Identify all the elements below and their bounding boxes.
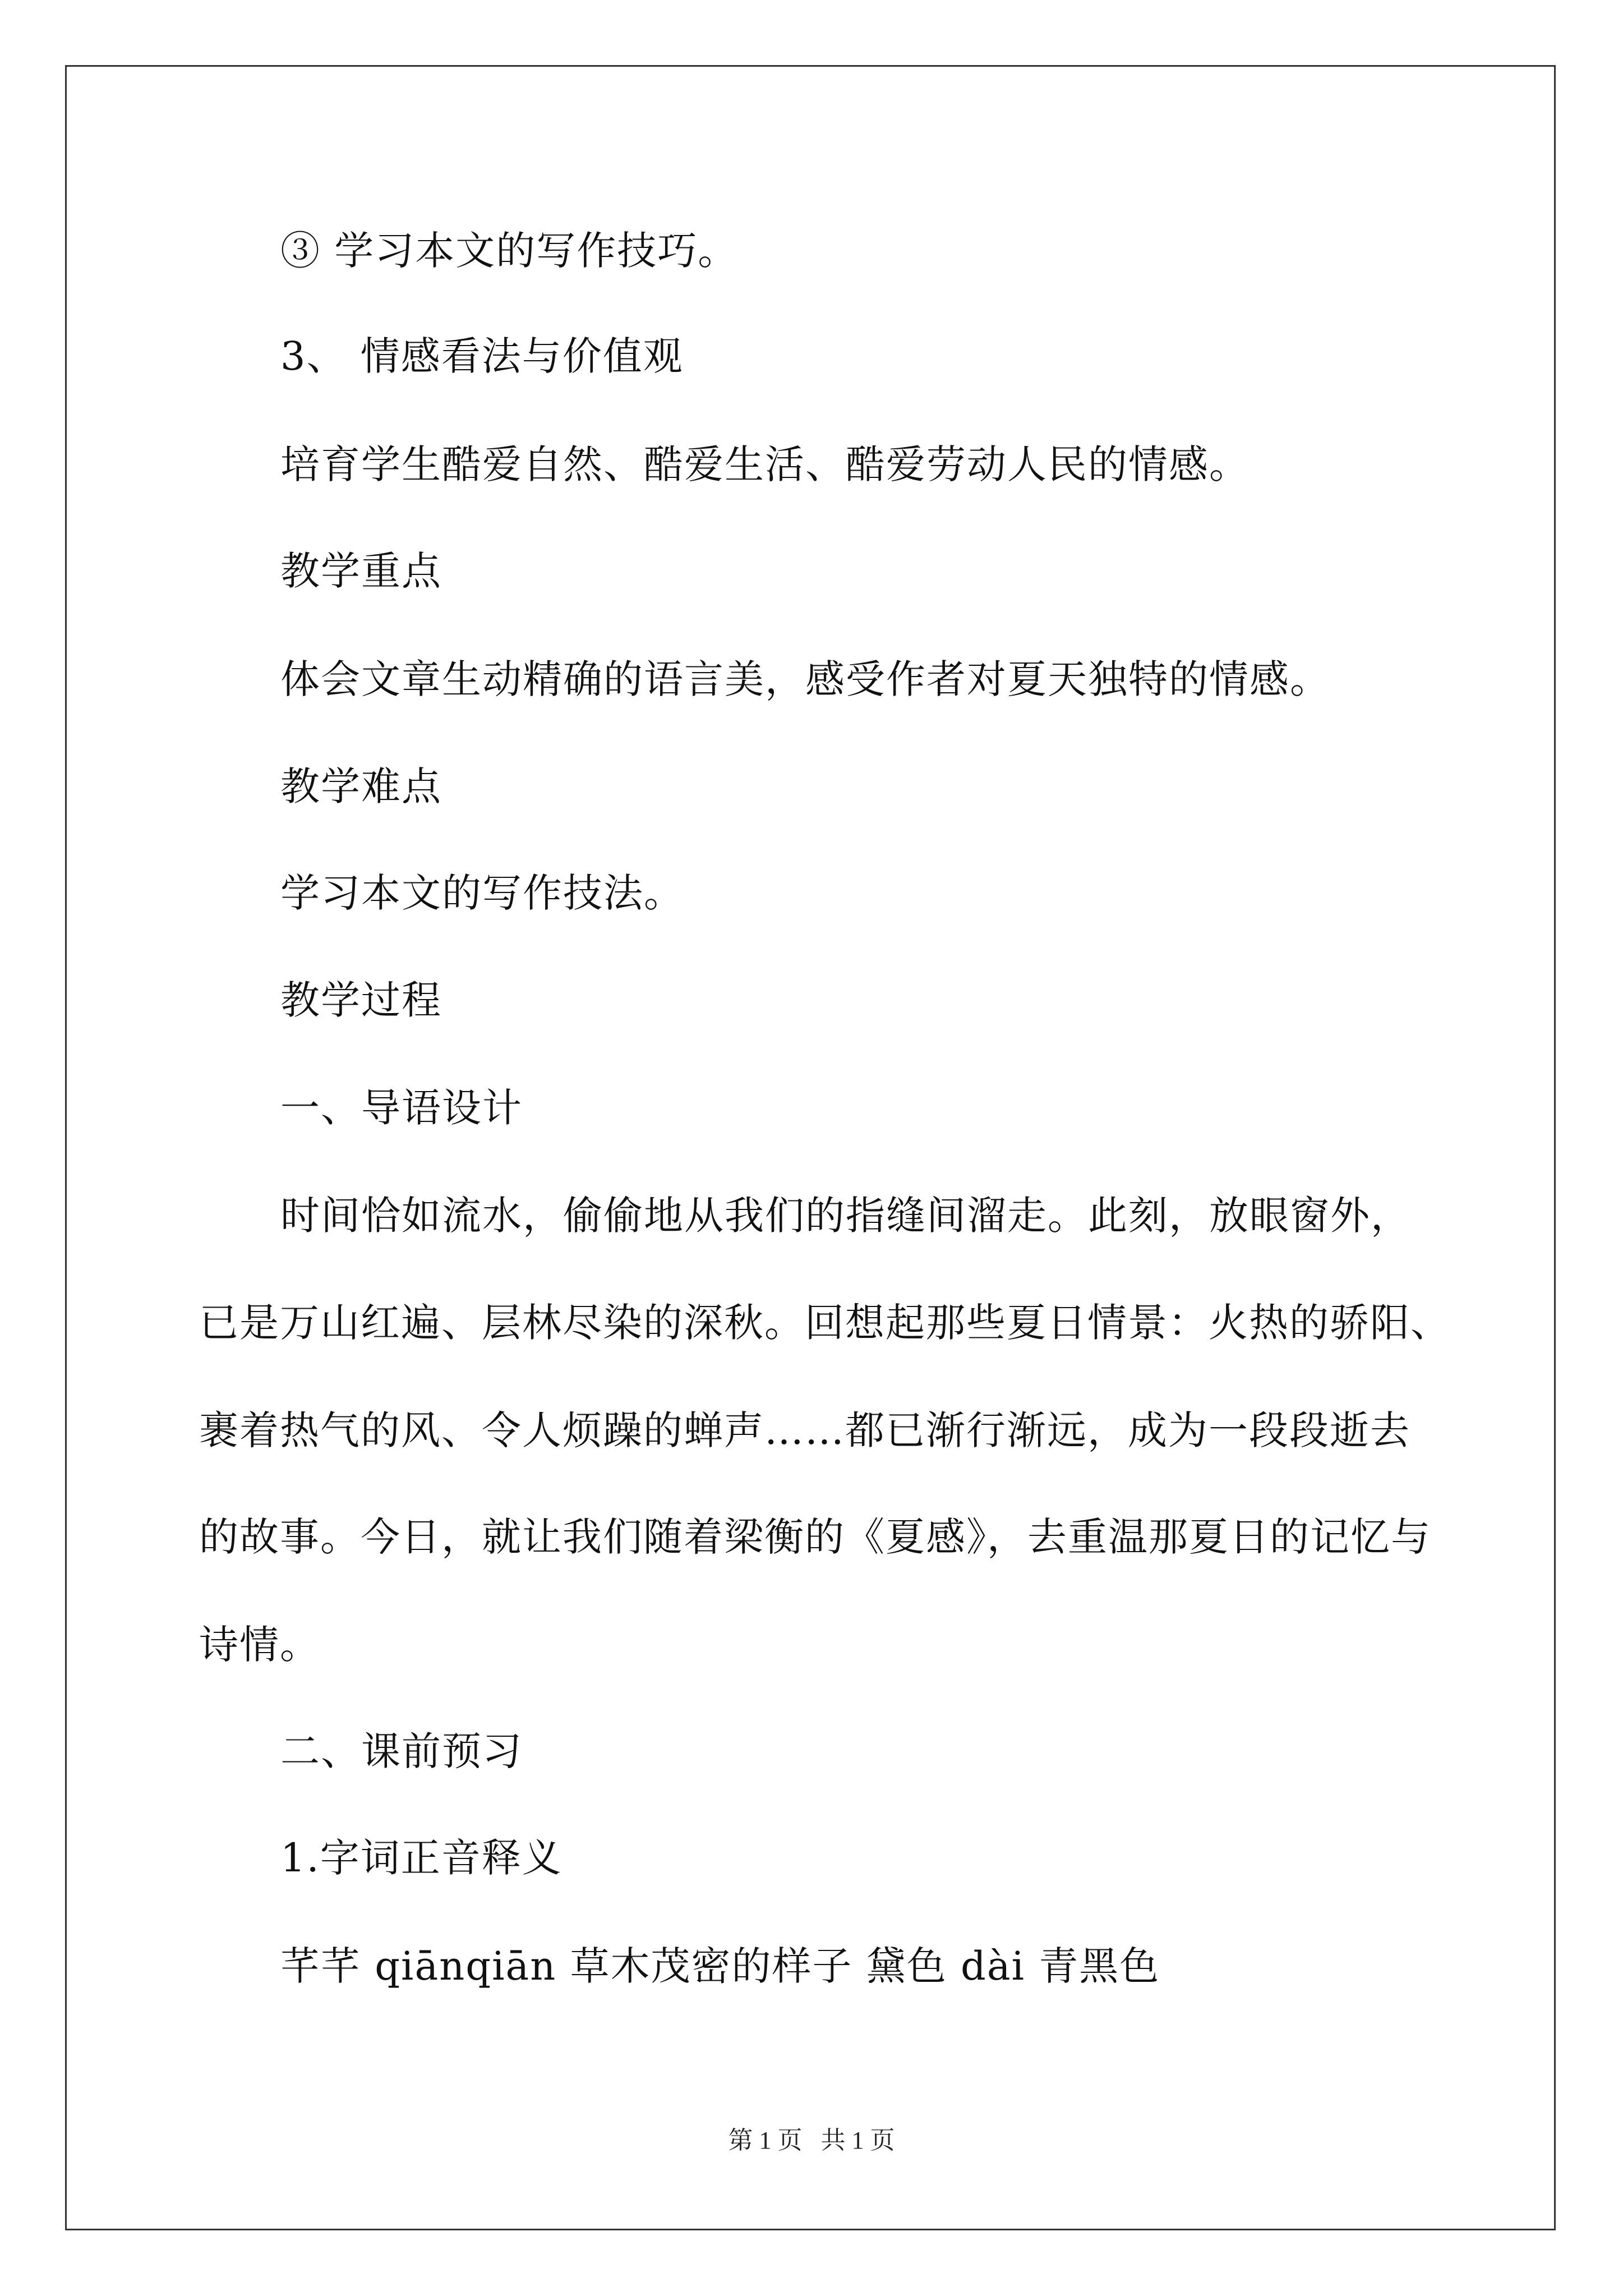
section-heading: 教学过程 — [280, 977, 442, 1023]
paragraph-line: 学习本文的写作技法。 — [280, 870, 684, 916]
paragraph-line: 的故事。今日，就让我们随着梁衡的《夏感》，去重温那夏日的记忆与 — [199, 1514, 1431, 1560]
page-border — [65, 65, 1556, 2230]
paragraph-line: 诗情。 — [199, 1622, 320, 1668]
paragraph-line: 培育学生酷爱自然、酷爱生活、酷爱劳动人民的情感。 — [280, 441, 1249, 487]
objective-line: ③ 学习本文的写作技巧。 — [280, 228, 739, 274]
section-heading: 3、 情感看法与价值观 — [280, 333, 684, 379]
section-heading: 二、课前预习 — [280, 1728, 523, 1774]
page-number: 第 1 页 共 1 页 — [728, 2127, 895, 2154]
paragraph-line: 裹着热气的风、令人烦躁的蝉声……都已渐行渐远，成为一段段逝去 — [199, 1407, 1410, 1453]
paragraph-line: 时间恰如流水，偷偷地从我们的指缝间溜走。此刻，放眼窗外， — [280, 1193, 1411, 1239]
paragraph-line: 已是万山红遍、层林尽染的深秋。回想起那些夏日情景：火热的骄阳、 — [199, 1300, 1451, 1346]
section-heading: 1.字词正音释义 — [280, 1835, 562, 1881]
paragraph-line: 体会文章生动精确的语言美，感受作者对夏天独特的情感。 — [280, 656, 1330, 702]
section-heading: 一、导语设计 — [280, 1085, 523, 1131]
section-heading: 教学重点 — [280, 548, 442, 594]
section-heading: 教学难点 — [280, 763, 442, 809]
vocabulary-line: 芊芊 qiānqiān 草木茂密的样子 黛色 dài 青黑色 — [280, 1943, 1160, 1989]
